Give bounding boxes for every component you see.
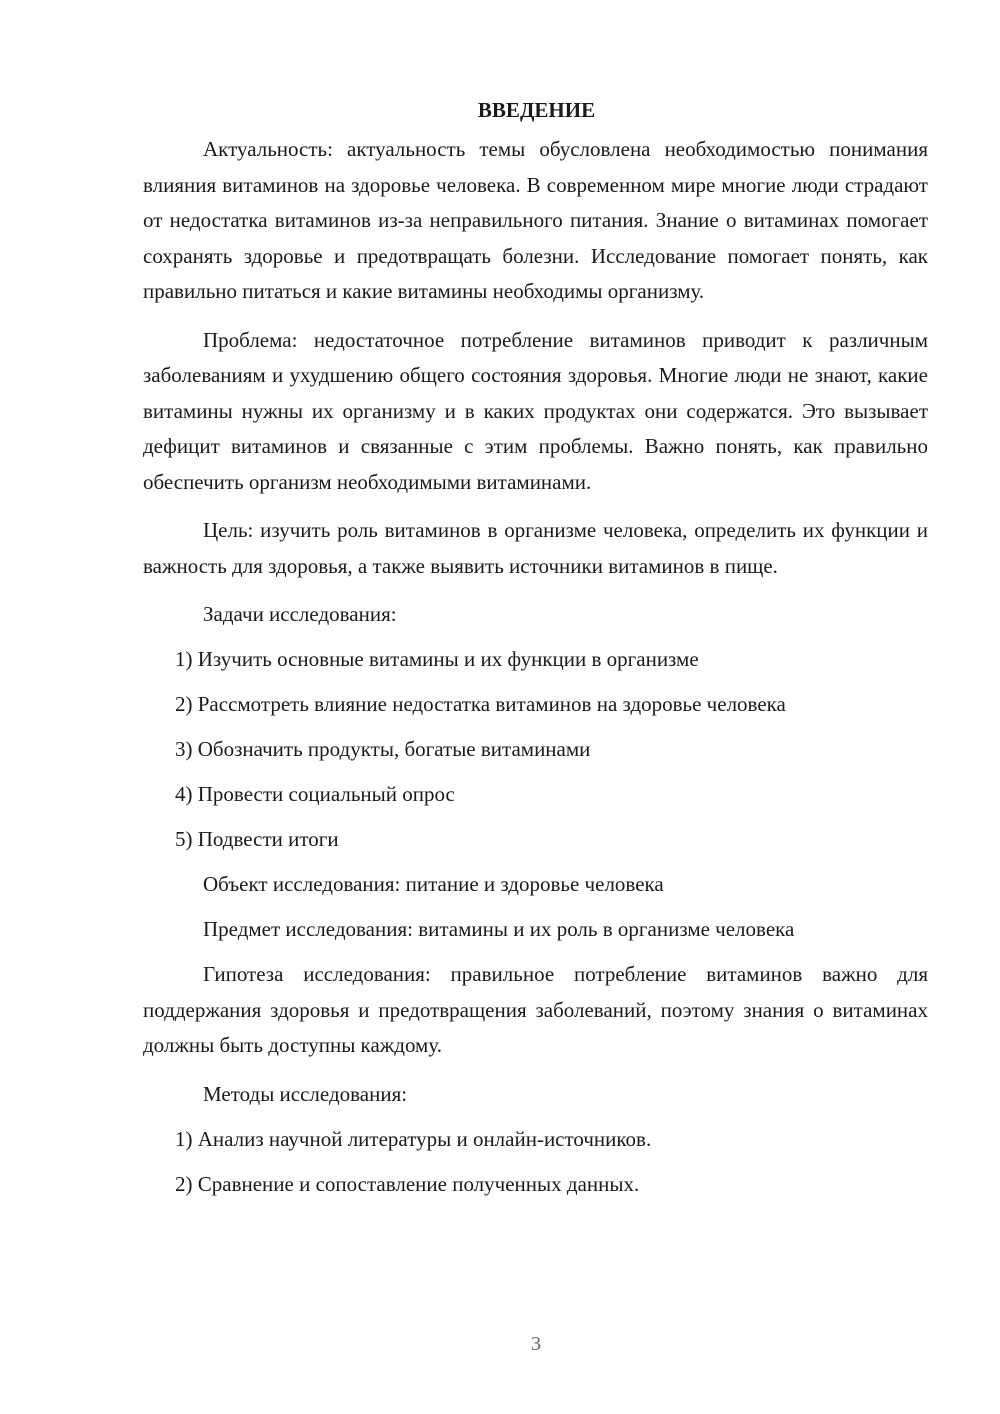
method-item: 2) Сравнение и сопоставление полученных данных. [175,1171,640,1196]
object-line: Объект исследования: питание и здоровье человека [203,872,664,896]
task-item: 4) Провести социальный опрос [175,782,455,806]
relevance-paragraph: Актуальность: актуальность темы обусловлена необходимостью понимания влияния витаминов на здоровье человека. В современном мире многие люди страдают от недостатка витаминов из-за неправильного питания. Знание о витаминах помогает сохранять здоровье и предотвращать болезни. Исследование помогает понять, как правильно питаться и какие витамины необходимы организму. [143,137,928,303]
subject-line: Предмет исследования: витамины и их роль в организме человека [203,917,795,941]
methods-heading: Методы исследования: [203,1081,408,1106]
task-item: 2) Рассмотреть влияние недостатка витаминов на здоровье человека [175,692,786,716]
page-number: 3 [531,1333,541,1355]
task-item: 3) Обозначить продукты, богатые витаминами [175,737,591,761]
hypothesis-paragraph: Гипотеза исследования: правильное потребление витаминов важно для поддержания здоровья и предотвращения заболеваний, поэтому знания о витаминах должны быть доступны каждому. [143,962,928,1057]
problem-paragraph: Проблема: недостаточное потребление витаминов приводит к различным заболеваниям и ухудшению общего состояния здоровья. Многие люди не знают, какие витамины нужны их организму и в каких продуктах они содержатся. Это вызывает дефицит витаминов и связанные с этим проблемы. Важно понять, как правильно обеспечить организм необходимыми витаминами. [143,327,928,494]
task-item: 1) Изучить основные витамины и их функции в организме [175,647,699,671]
section-title: ВВЕДЕНИЕ [477,98,596,122]
document-page [143,93,928,1212]
task-item: 5) Подвести итоги [175,827,339,851]
method-item: 1) Анализ научной литературы и онлайн-источников. [175,1126,652,1151]
goal-paragraph: Цель: изучить роль витаминов в организме человека, определить их функции и важность для здоровья, а также выявить источники витаминов в пище. [143,518,928,578]
tasks-heading: Задачи исследования: [203,602,397,626]
